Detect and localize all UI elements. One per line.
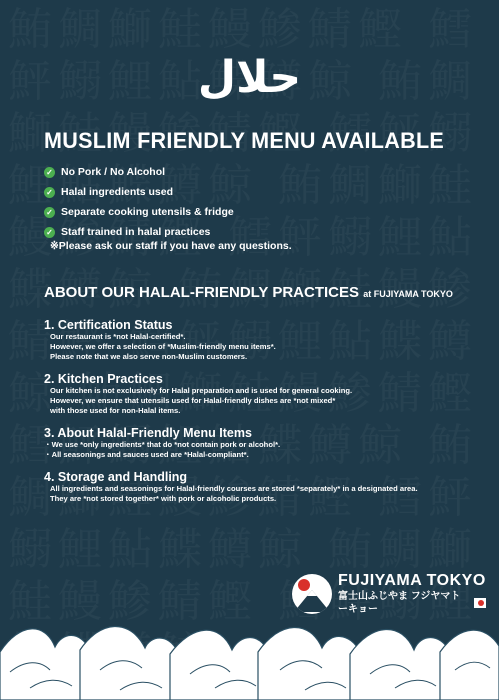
section-line: with those used for non-Halal items.	[50, 406, 181, 415]
about-heading-suffix: at FUJIYAMA TOKYO	[363, 289, 453, 299]
section-line: Our restaurant is *not Halal-certified*.	[50, 332, 186, 341]
checklist-item-label: Halal ingredients used	[61, 186, 174, 198]
section-menu-items	[44, 426, 464, 460]
japan-flag-icon	[474, 598, 485, 608]
about-heading	[44, 284, 453, 301]
checklist-item-label: Separate cooking utensils & fridge	[61, 206, 234, 218]
about-heading-main: ABOUT OUR HALAL-FRIENDLY PRACTICES	[44, 284, 360, 301]
staff-note: ※Please ask our staff if you have any questions.	[50, 240, 292, 252]
section-line: However, we offer a selection of *Muslim-friendly menu items*.	[50, 342, 276, 351]
section-kitchen	[44, 372, 464, 416]
logo-name: FUJIYAMA TOKYO	[338, 572, 486, 589]
feature-checklist	[44, 162, 234, 242]
practice-sections	[44, 318, 464, 514]
checklist-item-label: No Pork / No Alcohol	[61, 166, 166, 178]
check-circle-icon: ✓	[44, 227, 55, 238]
section-title: 4. Storage and Handling	[44, 470, 188, 484]
section-title: 3. About Halal-Friendly Menu Items	[44, 426, 252, 440]
section-line: Our kitchen is not exclusively for Halal preparation and is used for general cooking.	[50, 386, 353, 395]
wave-pattern-decoration	[0, 612, 499, 700]
section-line: Please note that we also serve non-Muslim customers.	[50, 352, 248, 361]
checklist-item	[44, 162, 234, 182]
check-circle-icon: ✓	[44, 207, 55, 218]
section-line: ・All seasonings and sauces used are *Halal-compliant*.	[44, 450, 249, 459]
section-storage	[44, 470, 464, 504]
check-circle-icon: ✓	[44, 187, 55, 198]
section-title: 1. Certification Status	[44, 318, 173, 332]
section-line: All ingredients and seasonings for Halal-friendly courses are stored *separately* in a designated area.	[50, 484, 418, 493]
section-line: However, we ensure that utensils used for Halal-friendly dishes are *not mixed*	[50, 396, 336, 405]
logo-text	[338, 572, 486, 616]
section-line: They are *not stored together* with pork or alcoholic products.	[50, 494, 277, 503]
section-certification	[44, 318, 464, 362]
check-circle-icon: ✓	[44, 167, 55, 178]
checklist-item	[44, 222, 234, 242]
section-line: ・We use *only ingredients* that do *not contain pork or alcohol*.	[44, 440, 281, 449]
checklist-item-label: Staff trained in halal practices	[61, 226, 211, 238]
page-title: MUSLIM FRIENDLY MENU AVAILABLE	[44, 128, 445, 153]
restaurant-logo	[292, 572, 486, 616]
section-title: 2. Kitchen Practices	[44, 372, 163, 386]
checklist-item	[44, 202, 234, 222]
halal-arabic-heading: حلال	[197, 52, 302, 103]
checklist-item	[44, 182, 234, 202]
mount-fuji-emblem-icon	[292, 574, 332, 614]
logo-japanese-name: 富士山ふじやま フジヤマトーキョー	[338, 591, 461, 615]
